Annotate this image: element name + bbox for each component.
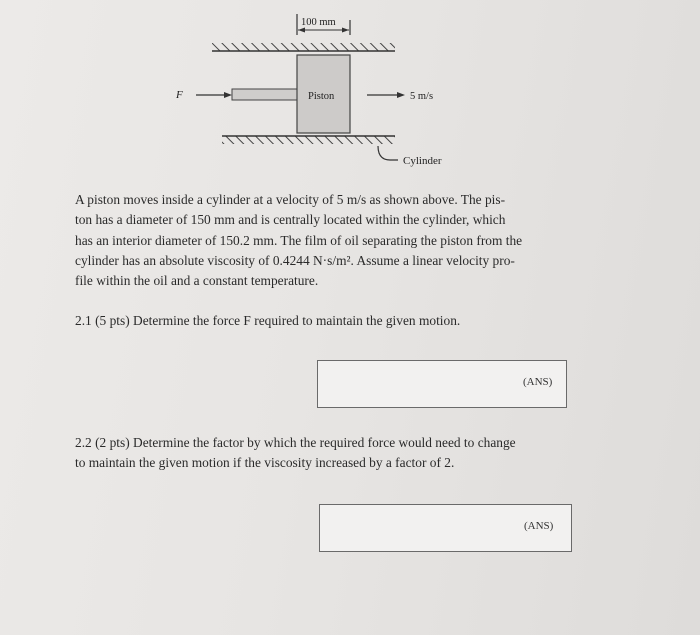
velocity-label: 5 m/s [410, 91, 434, 102]
problem-statement [75, 190, 567, 291]
piston-rod [232, 89, 298, 100]
question-2-1: 2.1 (5 pts) Determine the force F required to maintain the given motion. [75, 313, 461, 328]
piston-cylinder-diagram [0, 0, 700, 190]
answer-label: (ANS) [524, 520, 554, 532]
cylinder-label: Cylinder [403, 155, 442, 167]
piston-label: Piston [308, 91, 335, 102]
question-line: 2.2 (2 pts) Determine the factor by which the required force would need to change [75, 435, 516, 450]
problem-line: A piston moves inside a cylinder at a velocity of 5 m/s as shown above. The pis- [75, 192, 506, 207]
force-arrow [196, 92, 232, 98]
cylinder-wall-top [212, 43, 395, 51]
velocity-arrow [367, 92, 405, 98]
problem-line: file within the oil and a constant temperature. [75, 273, 319, 289]
dimension-label: 100 mm [301, 17, 336, 28]
problem-line: cylinder has an absolute viscosity of 0.4244 N·s/m². Assume a linear velocity pro- [75, 252, 515, 268]
cylinder-wall-bottom [222, 136, 395, 144]
force-label: F [176, 89, 183, 101]
answer-label: (ANS) [523, 376, 553, 388]
problem-line: ton has a diameter of 150 mm and is centrally located within the cylinder, which [75, 212, 506, 228]
answer-box-2-2[interactable] [319, 504, 572, 552]
problem-line: has an interior diameter of 150.2 mm. The film of oil separating the piston from the [75, 232, 523, 248]
cylinder-leader [378, 146, 398, 160]
question-line: to maintain the given motion if the viscosity increased by a factor of 2. [75, 455, 455, 470]
question-2-2 [75, 433, 575, 473]
answer-box-2-1[interactable] [317, 360, 567, 408]
